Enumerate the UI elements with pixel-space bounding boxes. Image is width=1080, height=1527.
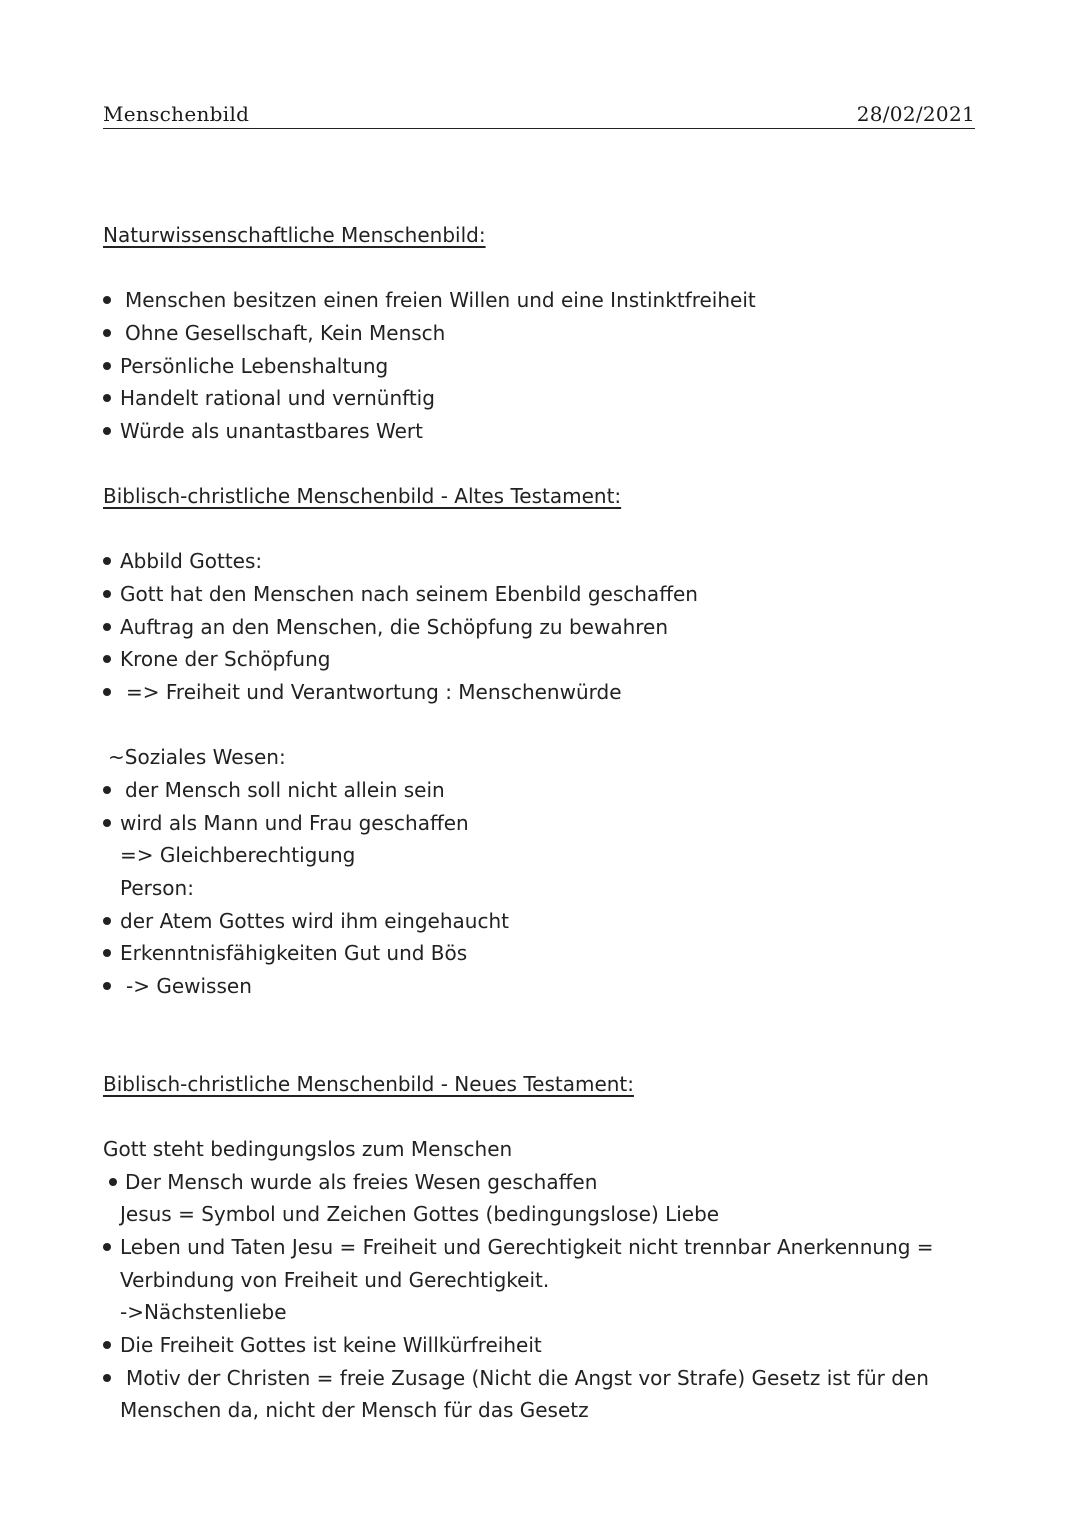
list-item-continuation: Menschen da, nicht der Mensch für das Gesetz <box>120 1398 589 1422</box>
list-item: -> Gewissen <box>126 974 252 998</box>
bullet-icon <box>103 394 111 402</box>
list-item: Gott hat den Menschen nach seinem Ebenbild geschaffen <box>120 582 698 606</box>
bullet-icon <box>103 623 111 631</box>
bullet-icon <box>103 1341 111 1349</box>
bullet-icon <box>103 655 111 663</box>
list-item: Menschen besitzen einen freien Willen und eine Instinktfreiheit <box>125 288 756 312</box>
list-item: Ohne Gesellschaft, Kein Mensch <box>125 321 446 345</box>
list-item-continuation: ->Nächstenliebe <box>120 1300 287 1324</box>
section-heading: Biblisch-christliche Menschenbild - Neues Testament: <box>103 1072 635 1096</box>
bullet-icon <box>103 1243 111 1251</box>
list-item: Motiv der Christen = freie Zusage (Nicht die Angst vor Strafe) Gesetz ist für den <box>126 1366 929 1390</box>
bullet-icon <box>103 917 111 925</box>
list-item-continuation: Verbindung von Freiheit und Gerechtigkeit. <box>120 1268 550 1292</box>
list-item: Leben und Taten Jesu = Freiheit und Gerechtigkeit nicht trennbar Anerkennung = <box>120 1235 934 1259</box>
list-item: Der Mensch wurde als freies Wesen geschaffen <box>125 1170 598 1194</box>
bullet-icon <box>103 819 111 827</box>
bullet-icon <box>103 949 111 957</box>
bullet-icon <box>103 362 111 370</box>
list-item: Auftrag an den Menschen, die Schöpfung zu bewahren <box>120 615 669 639</box>
paragraph: Gott steht bedingungslos zum Menschen <box>103 1137 513 1161</box>
list-item-continuation: => Gleichberechtigung <box>120 843 356 867</box>
bullet-icon <box>103 1374 111 1382</box>
list-item: Abbild Gottes: <box>120 549 263 573</box>
bullet-icon <box>103 590 111 598</box>
bullet-icon <box>103 786 111 794</box>
list-item: Krone der Schöpfung <box>120 647 331 671</box>
bullet-icon <box>103 296 111 304</box>
section-heading: Biblisch-christliche Menschenbild - Altes Testament: <box>103 484 622 508</box>
list-item: Die Freiheit Gottes ist keine Willkürfreiheit <box>120 1333 542 1357</box>
list-item: Handelt rational und vernünftig <box>120 386 435 410</box>
bullet-icon <box>109 1178 117 1186</box>
list-item: der Atem Gottes wird ihm eingehaucht <box>120 909 509 933</box>
bullet-icon <box>103 557 111 565</box>
list-item: wird als Mann und Frau geschaffen <box>120 811 469 835</box>
list-item-continuation: Jesus = Symbol und Zeichen Gottes (bedingungslose) Liebe <box>120 1202 720 1226</box>
subsection-label: ~Soziales Wesen: <box>108 745 286 769</box>
bullet-icon <box>103 982 111 990</box>
list-item: Würde als unantastbares Wert <box>120 419 423 443</box>
page-header <box>103 100 975 129</box>
list-item: Persönliche Lebenshaltung <box>120 354 389 378</box>
list-item: der Mensch soll nicht allein sein <box>125 778 445 802</box>
subsection-label: Person: <box>120 876 194 900</box>
bullet-icon <box>103 427 111 435</box>
document-date: 28/02/2021 <box>856 102 975 126</box>
section-heading: Naturwissenschaftliche Menschenbild: <box>103 223 486 247</box>
list-item: => Freiheit und Verantwortung : Menschenwürde <box>126 680 622 704</box>
list-item: Erkenntnisfähigkeiten Gut und Bös <box>120 941 468 965</box>
document-title: Menschenbild <box>103 102 250 126</box>
bullet-icon <box>103 688 111 696</box>
bullet-icon <box>103 329 111 337</box>
